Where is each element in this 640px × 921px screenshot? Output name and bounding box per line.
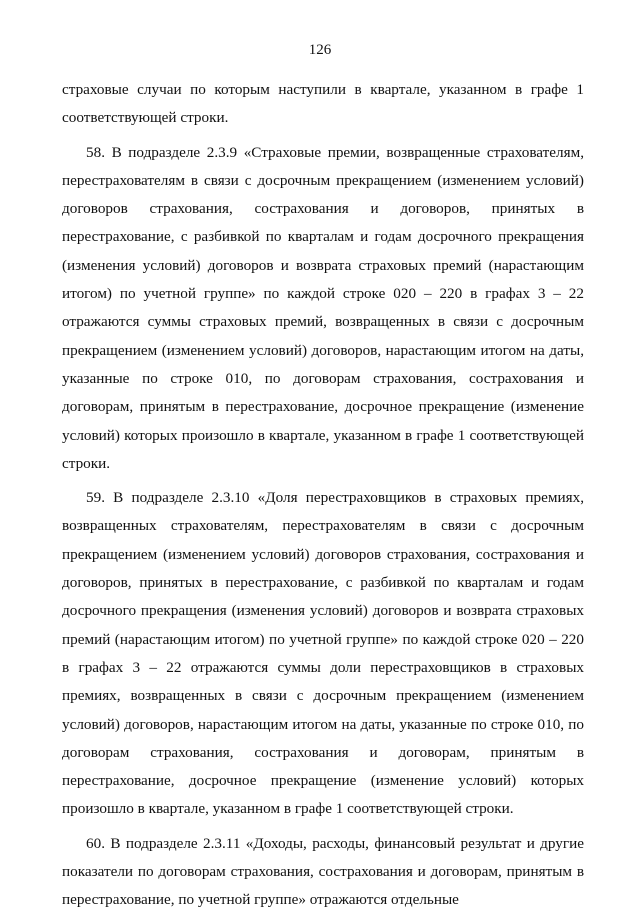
paragraph-continuation: страховые случаи по которым наступили в квартале, указанном в графе 1 соответствующей строки.	[62, 81, 584, 127]
page-number: 126	[308, 42, 332, 58]
document-body	[62, 76, 584, 921]
paragraph-60: 60. В подразделе 2.3.11 «Доходы, расходы, финансовый результат и другие показатели по договорам страхования, сострахования и договорам, принятым в перестрахование, по учетной группе» отражаются отдельные	[62, 834, 584, 909]
paragraph-59: 59. В подразделе 2.3.10 «Доля перестраховщиков в страховых премиях, возвращенных страхователям, перестрахователям в связи с досрочным прекращением (изменением условий) договоров страхования, сострахования и договоров, принятых в перестрахование, с разбивкой по кварталам и годам досрочного прекращения (изменения условий) договоров и возврата страховых премий (нарастающим итогом) по учетной группе» по каждой строке 020 – 220 в графах 3 – 22 отражаются суммы доли перестраховщиков в страховых премиях, возвращенных в связи с досрочным прекращением (изменением условий) договоров, нарастающим итогом на даты, указанные по строке 010, по договорам страхования, сострахования и договорам, принятым в перестрахование, досрочное прекращение (изменение условий) которых произошло в квартале, указанном в графе 1 соответствующей строки.	[62, 489, 584, 818]
paragraph-58: 58. В подразделе 2.3.9 «Страховые премии, возвращенные страхователям, перестрахователям в связи с досрочным прекращением (изменением условий) договоров страхования, сострахования и договоров, принятых в перестрахование, с разбивкой по кварталам и годам досрочного прекращения (изменения условий) договоров и возврата страховых премий (нарастающим итогом) по учетной группе» по каждой строке 020 – 220 в графах 3 – 22 отражаются суммы страховых премий, возвращенных в связи с досрочным прекращением (изменением условий) договоров, нарастающим итогом на даты, указанные по строке 010, по договорам страхования, сострахования и договорам, принятым в перестрахование, досрочное прекращение (изменение условий) которых произошло в квартале, указанном в графе 1 соответствующей строки.	[62, 143, 584, 472]
